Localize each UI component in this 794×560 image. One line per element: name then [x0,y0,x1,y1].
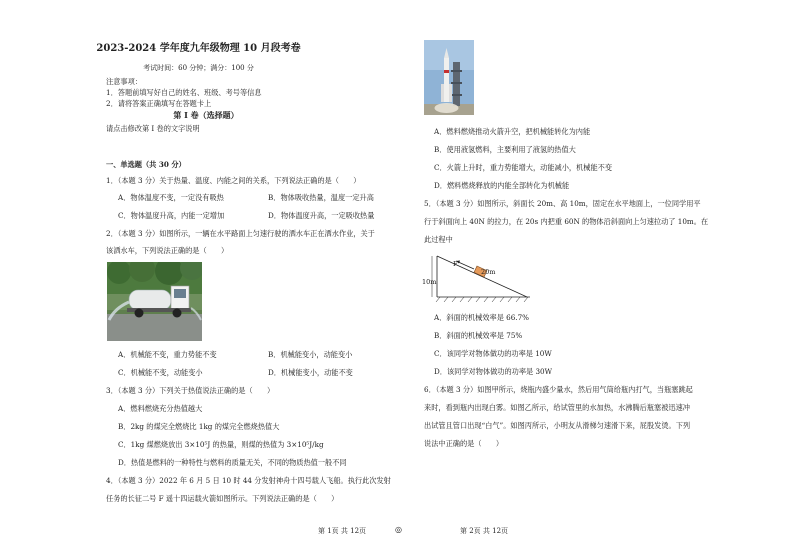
q6-stem-line3: 出试管且管口出现“白气”。如图丙所示，小明友从滑梯匀速滑下来，屁股发烫。下列 [424,421,691,430]
rocket-launch-photo [424,40,474,115]
page-footer-right: 第 2页 共 12页 [460,527,509,535]
q1-option-c: C．物体温度升高，内能一定增加 [118,211,225,220]
q1-option-d: D．物体温度升高，一定吸收热量 [268,211,375,220]
exam-subtitle: 考试时间：60 分钟；满分：100 分 [143,64,254,72]
q1-option-a: A．物体温度不变，一定没有吸热 [118,193,224,202]
q2-stem-line2: 该洒水车，下列说法正确的是（ ） [106,246,229,255]
q3-option-d: D．热值是燃料的一种特性与燃料的质量无关，不同的物质热值一般不同 [118,458,347,467]
q1-option-b: B．物体吸收热量，温度一定升高 [268,193,374,202]
part-heading: 一、单选题（共 30 分） [106,160,186,169]
q2-option-c: C．机械能不变，动能变小 [118,368,203,377]
q2-stem-line1: 2．（本题 3 分）如图所示，一辆在水平路面上匀速行驶的洒水车正在洒水作业，关于 [106,229,375,238]
section-title: 第 I 卷（选择题） [173,110,239,120]
q5-stem-line1: 5．（本题 3 分）如图所示，斜面长 20m、高 10m，固定在水平地面上，一位同学用平 [424,199,701,208]
section-hint: 请点击修改第 I 卷的文字说明 [106,124,200,133]
incline-diagram [424,250,534,306]
q6-stem-line2: 来时，看到瓶内出现白雾。如图乙所示，给试管里的水加热，水沸腾后瓶塞被迅速冲 [424,403,690,412]
notes-heading: 注意事项： [106,77,142,86]
q4-stem-line2: 任务的长征二号 F 遥十四运载火箭如图所示。下列说法正确的是（ ） [106,494,339,503]
q2-option-d: D．机械能变小，动能不变 [268,368,353,377]
exam-title: 2023-2024 学年度九年级物理 10 月段考卷 [96,43,301,54]
incline-height-label: 10m [422,278,437,286]
center-binding-mark: ◎ [395,525,402,534]
q3-option-a: A．燃料燃烧充分热值越大 [118,404,203,413]
q5-stem-line2: 行于斜面向上 40N 的拉力，在 20s 内把重 60N 的物体沿斜面向上匀速拉动了 10m。在 [424,217,709,226]
q1-stem: 1．（本题 3 分）关于热量、温度、内能之间的关系，下列说法正确的是（ ） [106,176,361,185]
q2-option-a: A．机械能不变，重力势能不变 [118,350,217,359]
page-footer-left: 第 1页 共 12页 [318,527,367,535]
q3-option-b: B．2kg 的煤完全燃烧比 1kg 的煤完全燃烧热值大 [118,422,280,431]
q4-option-b: B．使用液氢燃料，主要利用了液氢的热值大 [434,145,576,154]
q4-option-d: D．燃料燃烧释放的内能全部转化为机械能 [434,181,570,190]
q4-option-a: A．燃料燃烧推动火箭升空，把机械能转化为内能 [434,127,591,136]
q4-option-c: C．火箭上升时，重力势能增大，动能减小，机械能不变 [434,163,613,172]
q5-option-c: C．该同学对物体做功的功率是 10W [434,349,552,358]
q3-option-c: C．1kg 煤燃烧放出 3×10⁵J 的热量，则煤的热值为 3×10⁵J/kg [118,440,324,449]
q5-option-b: B．斜面的机械效率是 75% [434,331,523,340]
note-1: 1．答题前填写好自己的姓名、班级、考号等信息 [106,88,262,97]
q4-stem-line1: 4．（本题 3 分）2022 年 6 月 5 日 10 时 44 分发射神舟十四号载人飞船。执行此次发射 [106,476,391,485]
right-page [397,0,794,560]
q6-stem-line4: 说法中正确的是（ ） [424,439,504,448]
q2-option-b: B．机械能变小，动能变小 [268,350,353,359]
note-2: 2．请将答案正确填写在答题卡上 [106,99,212,108]
q5-option-d: D．该同学对物体做功的功率是 30W [434,367,553,376]
q5-option-a: A．斜面的机械效率是 66.7% [434,313,529,322]
q6-stem-line1: 6．（本题 3 分）如图甲所示，烧瓶内盛少量水，然后用气筒给瓶内打气，当瓶塞跳起 [424,385,693,394]
q3-stem: 3．（本题 3 分）下列关于热值说法正确的是（ ） [106,386,275,395]
incline-length-label: 20m [481,268,496,276]
q5-stem-line3: 此过程中 [424,235,453,244]
sprinkler-truck-photo [107,262,202,341]
incline-force-label: F [453,260,458,268]
